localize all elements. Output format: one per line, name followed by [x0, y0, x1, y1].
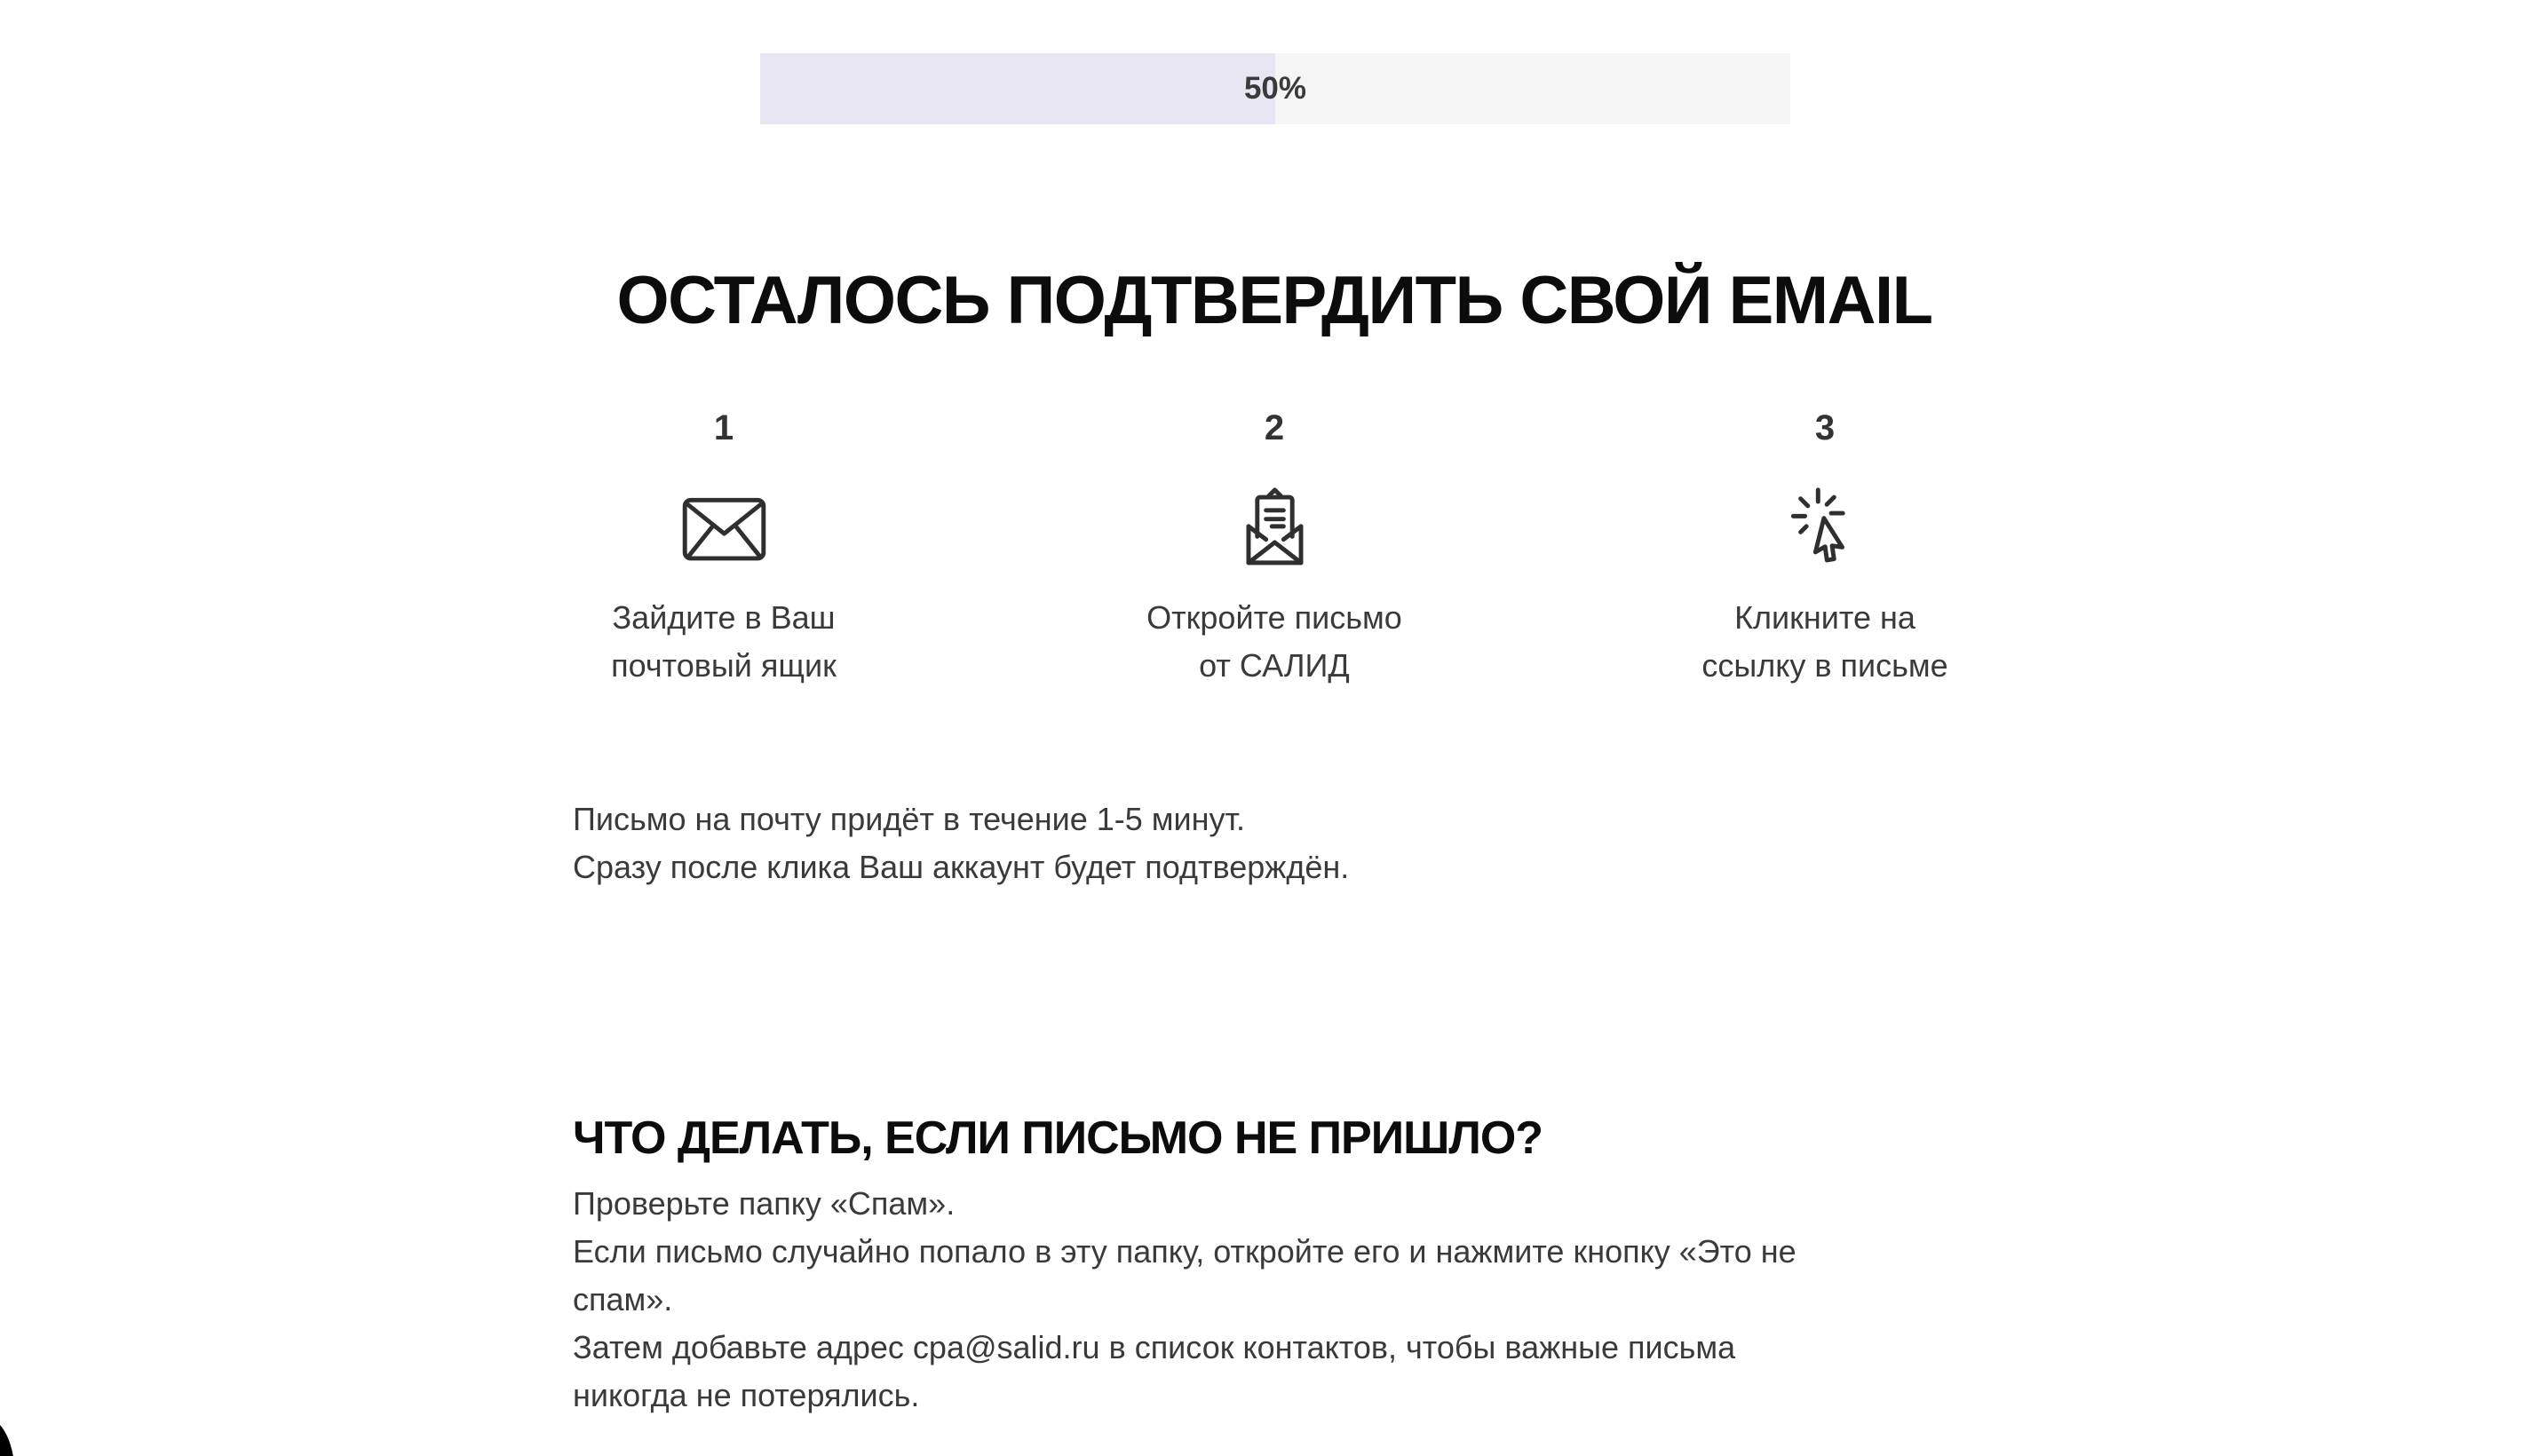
step-caption-line: Откройте письмо [1146, 599, 1402, 636]
step-number: 3 [1814, 408, 1836, 447]
spam-instructions-line: Проверьте папку «Спам». [573, 1185, 956, 1222]
progress-percent-label: 50% [1243, 71, 1307, 106]
delivery-info-line: Сразу после клика Ваш аккаунт будет подтверждён. [573, 849, 1350, 885]
step-caption [1146, 594, 1402, 690]
step-number: 2 [1264, 408, 1285, 447]
envelope-closed-icon [678, 481, 771, 574]
faq-heading: ЧТО ДЕЛАТЬ, ЕСЛИ ПИСЬМО НЕ ПРИШЛО? [573, 1112, 1543, 1165]
step-caption-line: почтовый ящик [611, 647, 837, 684]
step-caption [611, 594, 837, 690]
corner-artifact [0, 1419, 15, 1456]
step-caption-line: ссылку в письме [1701, 647, 1948, 684]
page-title: ОСТАЛОСЬ ПОДТВЕРДИТЬ СВОЙ EMAIL [616, 262, 1932, 338]
spam-instructions-line: спам». [573, 1281, 673, 1318]
delivery-info-paragraph [573, 795, 1349, 891]
progress-bar [760, 53, 1790, 124]
spam-instructions-line: Если письмо случайно попало в эту папку, откройте его и нажмите кнопку «Это не [573, 1233, 1796, 1270]
spam-instructions-paragraph [573, 1180, 1796, 1420]
step-click-link [1630, 410, 2020, 690]
spam-instructions-line: никогда не потерялись. [573, 1377, 920, 1413]
step-check-mailbox [528, 410, 919, 690]
step-caption-line: от САЛИД [1199, 647, 1350, 684]
delivery-info-line: Письмо на почту придёт в течение 1-5 минут. [573, 801, 1246, 837]
step-caption [1701, 594, 1947, 690]
step-number: 1 [713, 408, 734, 447]
cursor-click-icon [1779, 481, 1872, 574]
step-open-letter [1079, 410, 1470, 690]
envelope-open-letter-icon [1228, 481, 1321, 574]
step-caption-line: Зайдите в Ваш [612, 599, 836, 636]
step-caption-line: Кликните на [1734, 599, 1915, 636]
spam-instructions-line: Затем добавьте адрес cpa@salid.ru в список контактов, чтобы важные письма [573, 1329, 1736, 1365]
